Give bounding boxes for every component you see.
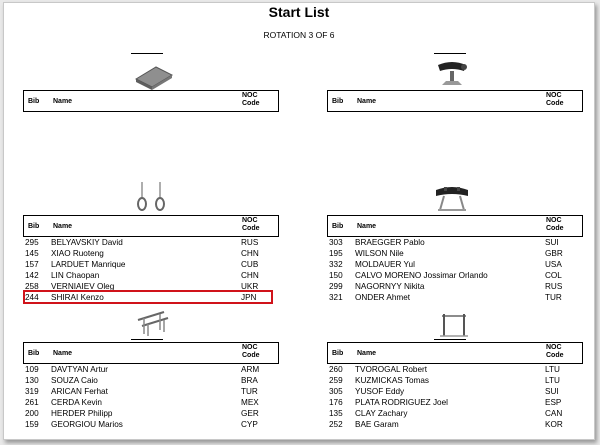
table-row: 305 YUSOF Eddy SUI — [329, 387, 559, 396]
table-row: 200 HERDER Philipp GER — [25, 409, 259, 418]
header-name: Name — [357, 223, 377, 230]
start-list-table-pommel-horse — [327, 215, 583, 303]
table-row: 176 PLATA RODRIGUEZ Joel ESP — [329, 398, 562, 407]
header-name: Name — [357, 350, 377, 357]
header-bib: Bib — [28, 223, 40, 230]
header-name: Name — [53, 350, 73, 357]
table-row: 259 KUZMICKAS Tomas LTU — [329, 376, 560, 385]
highlight-box — [23, 290, 273, 304]
table-row: 332 MOLDAUER Yul USA — [329, 260, 562, 269]
parallel-bars-icon — [130, 306, 178, 346]
table-header — [327, 215, 583, 237]
start-list-table-vault — [327, 90, 583, 112]
header-noc: NOC Code — [242, 92, 260, 107]
athlete-rows — [327, 237, 583, 303]
header-noc: NOC Code — [242, 344, 260, 359]
apparatus-line — [434, 339, 466, 340]
pommel-horse-icon — [428, 180, 476, 220]
table-row: 142 LIN Chaopan CHN — [25, 271, 259, 280]
table-row: 150 CALVO MORENO Jossimar Orlando COL — [329, 271, 562, 280]
start-list-table-parallel-bars — [23, 342, 279, 430]
table-row: 145 XIAO Ruoteng CHN — [25, 249, 259, 258]
header-name: Name — [53, 223, 73, 230]
header-noc: NOC Code — [546, 217, 564, 232]
table-row: 135 CLAY Zachary CAN — [329, 409, 563, 418]
table-row: 321 ONDER Ahmet TUR — [329, 293, 562, 302]
start-list-sheet — [3, 2, 595, 440]
rotation-subtitle: ROTATION 3 OF 6 — [263, 30, 335, 40]
table-row: 299 NAGORNYY Nikita RUS — [329, 282, 563, 291]
table-header — [23, 215, 279, 237]
apparatus-line — [131, 339, 163, 340]
table-row: 261 CERDA Kevin MEX — [25, 398, 259, 407]
header-name: Name — [53, 98, 73, 105]
still-rings-icon — [128, 180, 176, 220]
start-list-table-horizontal-bar — [327, 342, 583, 430]
table-row: 252 BAE Garam KOR — [329, 420, 563, 429]
table-row: 159 GEORGIOU Marios CYP — [25, 420, 258, 429]
athlete-rows — [23, 364, 279, 430]
table-row: 295 BELYAVSKIY David RUS — [25, 238, 259, 247]
header-bib: Bib — [28, 98, 40, 105]
page-title: Start List — [268, 4, 330, 20]
header-bib: Bib — [332, 350, 344, 357]
table-row: 319 ARICAN Ferhat TUR — [25, 387, 258, 396]
table-header — [327, 90, 583, 112]
table-header — [23, 90, 279, 112]
athlete-rows — [327, 364, 583, 430]
vault-icon — [428, 55, 476, 95]
table-row: 195 WILSON Nile GBR — [329, 249, 563, 258]
apparatus-line — [131, 53, 163, 54]
table-row: 109 DAVTYAN Artur ARM — [25, 365, 260, 374]
table-row: 258 VERNIAIEV Oleg UKR — [25, 282, 259, 291]
table-header — [23, 342, 279, 364]
table-row-highlighted: 244 SHIRAI Kenzo JPN — [25, 293, 257, 302]
header-noc: NOC Code — [242, 217, 260, 232]
table-row: 260 TVOROGAL Robert LTU — [329, 365, 560, 374]
table-row: 157 LARDUET Manrique CUB — [25, 260, 259, 269]
start-list-table-floor — [23, 90, 279, 112]
horizontal-bar-icon — [430, 306, 478, 346]
header-name: Name — [357, 98, 377, 105]
header-bib: Bib — [28, 350, 40, 357]
header-noc: NOC Code — [546, 344, 564, 359]
table-header — [327, 342, 583, 364]
apparatus-line — [434, 53, 466, 54]
header-bib: Bib — [332, 98, 344, 105]
header-noc: NOC Code — [546, 92, 564, 107]
header-bib: Bib — [332, 223, 344, 230]
table-row: 303 BRAEGGER Pablo SUI — [329, 238, 559, 247]
table-row: 130 SOUZA Caio BRA — [25, 376, 258, 385]
